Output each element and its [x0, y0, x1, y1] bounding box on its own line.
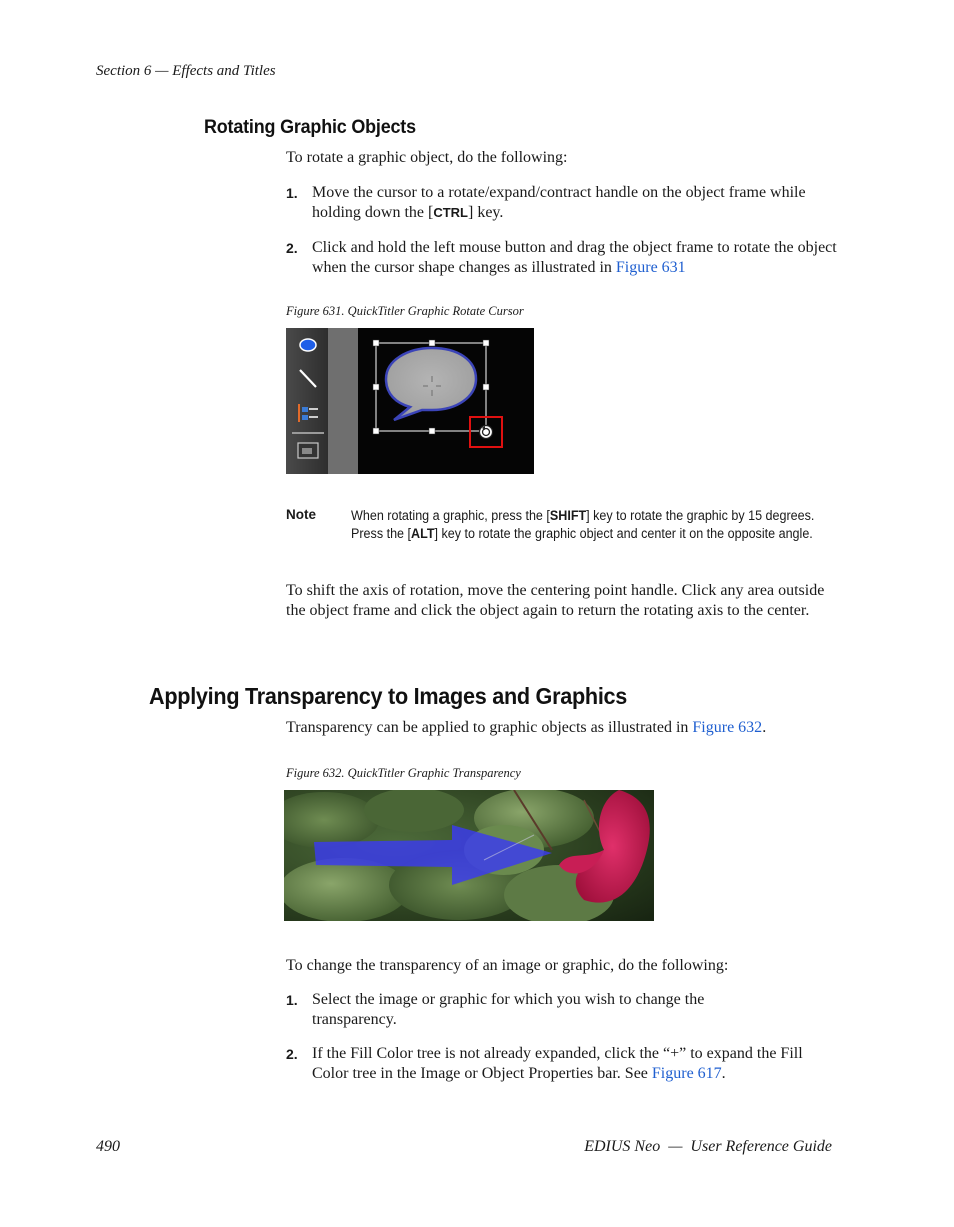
rotating-step1-number: 1. [286, 185, 298, 201]
note-label: Note [286, 507, 316, 522]
figure-632-caption: Figure 632. QuickTitler Graphic Transparency [286, 766, 521, 780]
figure-632-link[interactable]: Figure 632 [692, 719, 763, 736]
transparency-step2-text: If the Fill Color tree is not already expanded, click the “+” to expand the Fill Color tree in the Image or Object Properties bar. See Figure 617. [312, 1045, 803, 1082]
rotating-step2-number: 2. [286, 240, 298, 256]
transparency-step1-number: 1. [286, 992, 298, 1008]
transparency-step2-number: 2. [286, 1046, 298, 1062]
section-heading-transparency: Applying Transparency to Images and Graphics [149, 683, 628, 709]
rotating-step1-text: Move the cursor to a rotate/expand/contract handle on the object frame while holding down the [CTRL] key. [312, 184, 806, 221]
transparency-intro: Transparency can be applied to graphic objects as illustrated in Figure 632. [286, 719, 767, 736]
rotating-step2-text: Click and hold the left mouse button and drag the object frame to rotate the object when the cursor shape changes as illustrated in Figure 631 [312, 239, 837, 276]
shift-key: SHIFT [549, 508, 587, 523]
figure-631-link[interactable]: Figure 631 [615, 259, 686, 276]
running-header: Section 6 — Effects and Titles [96, 63, 276, 79]
change-transparency-intro: To change the transparency of an image or graphic, do the following: [286, 957, 729, 974]
ellipse-tool-icon [300, 339, 316, 351]
alt-key: ALT [411, 526, 435, 541]
figure-617-link[interactable]: Figure 617 [651, 1065, 722, 1082]
figure-632-image [284, 790, 654, 921]
figure-631-image [286, 328, 534, 474]
properties-tool-icon [298, 443, 318, 458]
page-number: 490 [96, 1138, 120, 1155]
figure-631-caption: Figure 631. QuickTitler Graphic Rotate Cursor [286, 304, 524, 318]
section-heading-rotating: Rotating Graphic Objects [204, 116, 416, 138]
transparency-step1-text: Select the image or graphic for which you wish to change the transparency. [312, 991, 705, 1028]
guide-title: EDIUS Neo — User Reference Guide [584, 1138, 832, 1155]
axis-rotation-paragraph: To shift the axis of rotation, move the centering point handle. Click any area outside the object frame and click the object again to return the rotating axis to the center. [286, 582, 825, 619]
rotate-cursor-icon [480, 426, 493, 439]
rotating-intro: To rotate a graphic object, do the following: [286, 149, 568, 166]
note-text: When rotating a graphic, press the [SHIFT] key to rotate the graphic by 15 degrees. Press the [ALT] key to rotate the graphic object and center it on the opposite angle. [351, 508, 815, 541]
ctrl-key: CTRL [433, 205, 468, 220]
